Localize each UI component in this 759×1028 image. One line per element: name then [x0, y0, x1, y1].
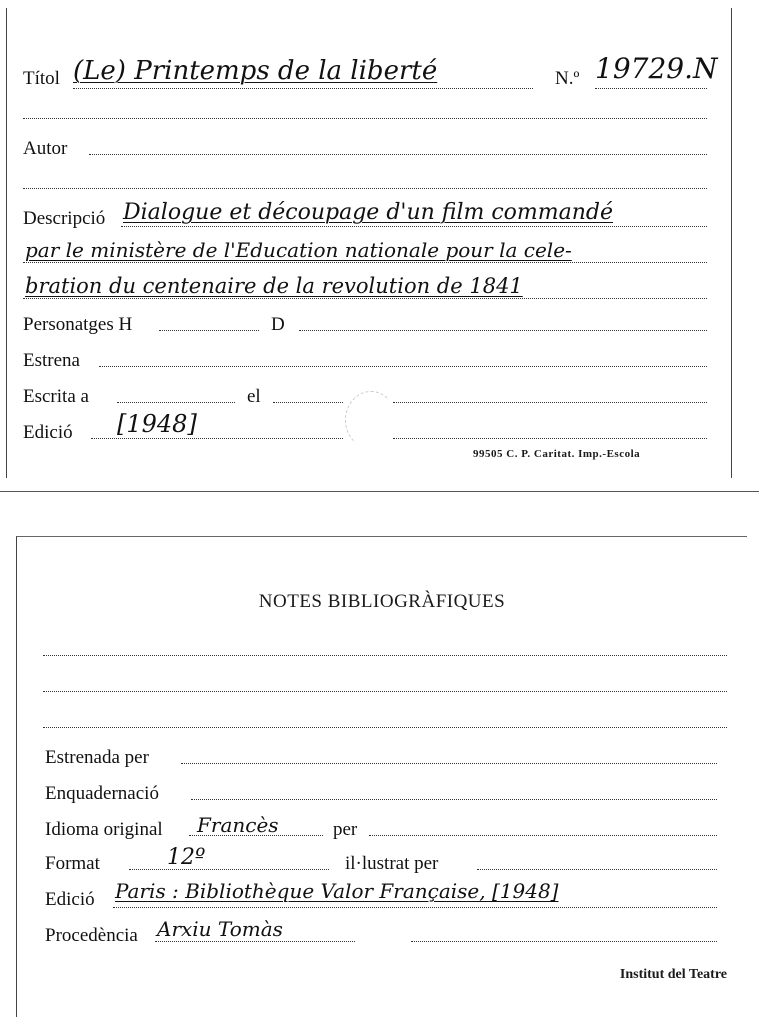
procedencia-label: Procedència — [45, 925, 138, 946]
titol-value: (Le) Printemps de la liberté — [73, 56, 438, 86]
autor-dotted-line — [89, 154, 707, 155]
catalog-card-back — [16, 536, 747, 1017]
numero-value: 19729.N — [595, 52, 718, 85]
idioma-value: Francès — [197, 813, 279, 837]
edicio-label: Edició — [23, 422, 73, 443]
el-dotted-line — [273, 402, 343, 403]
personatges-label: Personatges H — [23, 314, 133, 335]
personatges-h-dotted-line — [159, 330, 259, 331]
format-dotted-line — [129, 869, 329, 870]
personatges-d-dotted-line — [299, 330, 707, 331]
edicio-dotted-line — [393, 438, 707, 439]
descripcio-line-1: Dialogue et découpage d'un film commandé — [123, 200, 614, 225]
numero-dotted-line — [595, 88, 707, 89]
blank-dotted-line — [23, 188, 707, 189]
blank-dotted-line — [23, 118, 707, 119]
enquadernacio-dotted-line — [191, 799, 717, 800]
personatges-d-label: D — [271, 314, 285, 335]
idioma-label: Idioma original — [45, 819, 163, 840]
catalog-card-front — [6, 8, 732, 478]
edicio-value: [1948] — [117, 410, 197, 438]
notes-dotted-line — [43, 655, 727, 656]
el-label: el — [247, 386, 261, 407]
titol-label: Títol — [23, 68, 60, 89]
titol-dotted-line — [73, 88, 533, 89]
descripcio-dotted-line — [23, 298, 707, 299]
edicio-back-label: Edició — [45, 889, 95, 910]
descripcio-line-2: par le ministère de l'Education nationale pour la cele- — [25, 238, 572, 262]
procedencia-dotted-line — [155, 941, 355, 942]
idioma-per-label: per — [333, 819, 358, 840]
procedencia-dotted-line — [411, 941, 717, 942]
escrita-dotted-line — [117, 402, 235, 403]
idioma-dotted-line — [189, 835, 323, 836]
format-label: Format — [45, 853, 100, 874]
enquadernacio-label: Enquadernació — [45, 783, 159, 804]
format-value: 12º — [167, 845, 206, 870]
estrenada-dotted-line — [181, 763, 717, 764]
notes-dotted-line — [43, 727, 727, 728]
edicio-back-value: Paris : Bibliothèque Valor Française, [1948] — [115, 879, 559, 903]
descripcio-line-3: bration du centenaire de la revolution de 1841 — [25, 274, 523, 298]
institution-name: Institut del Teatre — [619, 967, 727, 982]
illustrat-label: il·lustrat per — [345, 853, 439, 874]
punch-hole-mark — [345, 391, 397, 449]
el-dotted-line — [393, 402, 707, 403]
descripcio-dotted-line — [121, 226, 707, 227]
descripcio-label: Descripció — [23, 208, 106, 229]
card-separator — [0, 491, 759, 492]
autor-label: Autor — [23, 138, 68, 159]
idioma-per-dotted-line — [369, 835, 717, 836]
numero-label: N.º — [555, 68, 580, 89]
procedencia-value: Arxiu Tomàs — [157, 917, 283, 941]
estrena-dotted-line — [99, 366, 707, 367]
edicio-back-dotted-line — [113, 907, 717, 908]
estrenada-label: Estrenada per — [45, 747, 149, 768]
descripcio-dotted-line — [23, 262, 707, 263]
notes-dotted-line — [43, 691, 727, 692]
escrita-label: Escrita a — [23, 386, 89, 407]
notes-title: NOTES BIBLIOGRÀFIQUES — [258, 591, 506, 612]
edicio-dotted-line — [91, 438, 343, 439]
printer-imprint: 99505 C. P. Caritat. Imp.-Escola — [473, 448, 641, 460]
illustrat-dotted-line — [477, 869, 717, 870]
estrena-label: Estrena — [23, 350, 80, 371]
